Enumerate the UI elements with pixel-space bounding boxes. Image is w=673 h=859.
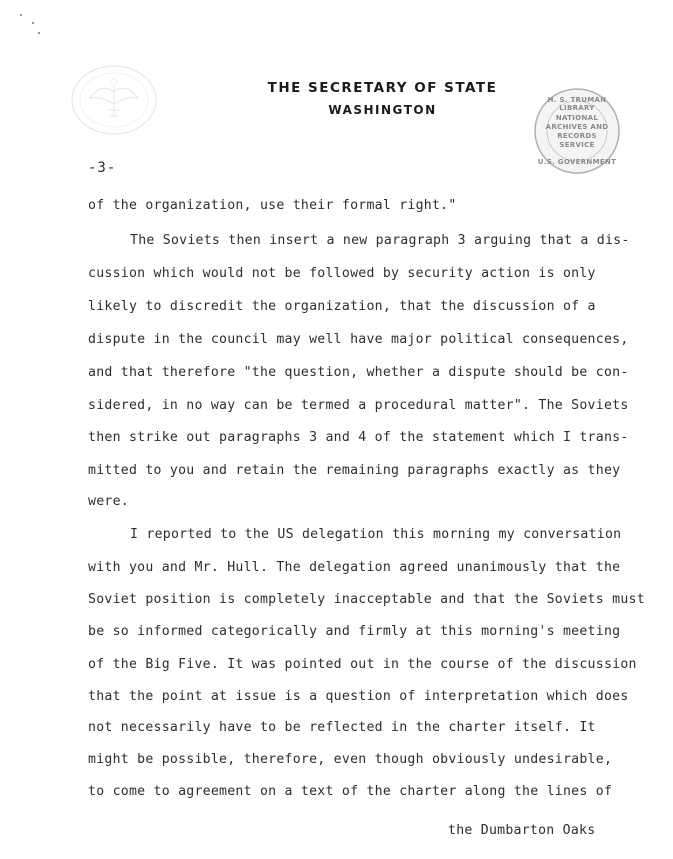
body-line: dispute in the council may well have major political consequences,	[88, 332, 629, 347]
body-line: with you and Mr. Hull. The delegation agreed unanimously that the	[88, 560, 621, 575]
body-line: of the organization, use their formal right."	[88, 198, 457, 213]
stamp-text: U.S. GOVERNMENT	[537, 158, 617, 166]
archive-stamp	[532, 86, 622, 176]
body-line: of the Big Five. It was pointed out in the course of the discussion	[88, 657, 637, 672]
body-line: that the point at issue is a question of interpretation which does	[88, 689, 629, 704]
body-line: might be possible, therefore, even though obviously undesirable,	[88, 752, 613, 767]
letterhead-city: WASHINGTON	[328, 103, 437, 117]
stamp-text: H. S. TRUMAN LIBRARY	[547, 96, 607, 112]
body-line: to come to agreement on a text of the charter along the lines of	[88, 784, 613, 799]
stamp-text: RECORDS	[557, 132, 597, 140]
body-line: were.	[88, 494, 129, 509]
state-department-seal-icon	[68, 62, 160, 138]
body-line: I reported to the US delegation this morning my conversation	[130, 527, 622, 542]
body-line: sidered, in no way can be termed a procedural matter". The Soviets	[88, 398, 629, 413]
body-line: mitted to you and retain the remaining paragraphs exactly as they	[88, 463, 621, 478]
body-line: cussion which would not be followed by security action is only	[88, 266, 596, 281]
body-line: The Soviets then insert a new paragraph 3 arguing that a dis-	[130, 233, 630, 248]
body-line: Soviet position is completely inacceptable and that the Soviets must	[88, 592, 645, 607]
body-line: likely to discredit the organization, that the discussion of a	[88, 299, 596, 314]
catchword: the Dumbarton Oaks	[448, 823, 596, 838]
body-line: then strike out paragraphs 3 and 4 of the statement which I trans-	[88, 430, 629, 445]
page-number: -3-	[88, 160, 117, 176]
stamp-text: NATIONAL	[555, 114, 599, 122]
stamp-text: SERVICE	[559, 141, 595, 149]
stamp-text: ARCHIVES AND	[545, 123, 609, 131]
scan-speck	[20, 14, 22, 16]
body-line: not necessarily have to be reflected in the charter itself. It	[88, 720, 596, 735]
scan-speck	[38, 32, 40, 34]
body-line: and that therefore "the question, whether a dispute should be con-	[88, 365, 629, 380]
body-line: be so informed categorically and firmly at this morning's meeting	[88, 624, 621, 639]
scan-speck	[32, 22, 34, 24]
letterhead-title: THE SECRETARY OF STATE	[267, 80, 498, 96]
